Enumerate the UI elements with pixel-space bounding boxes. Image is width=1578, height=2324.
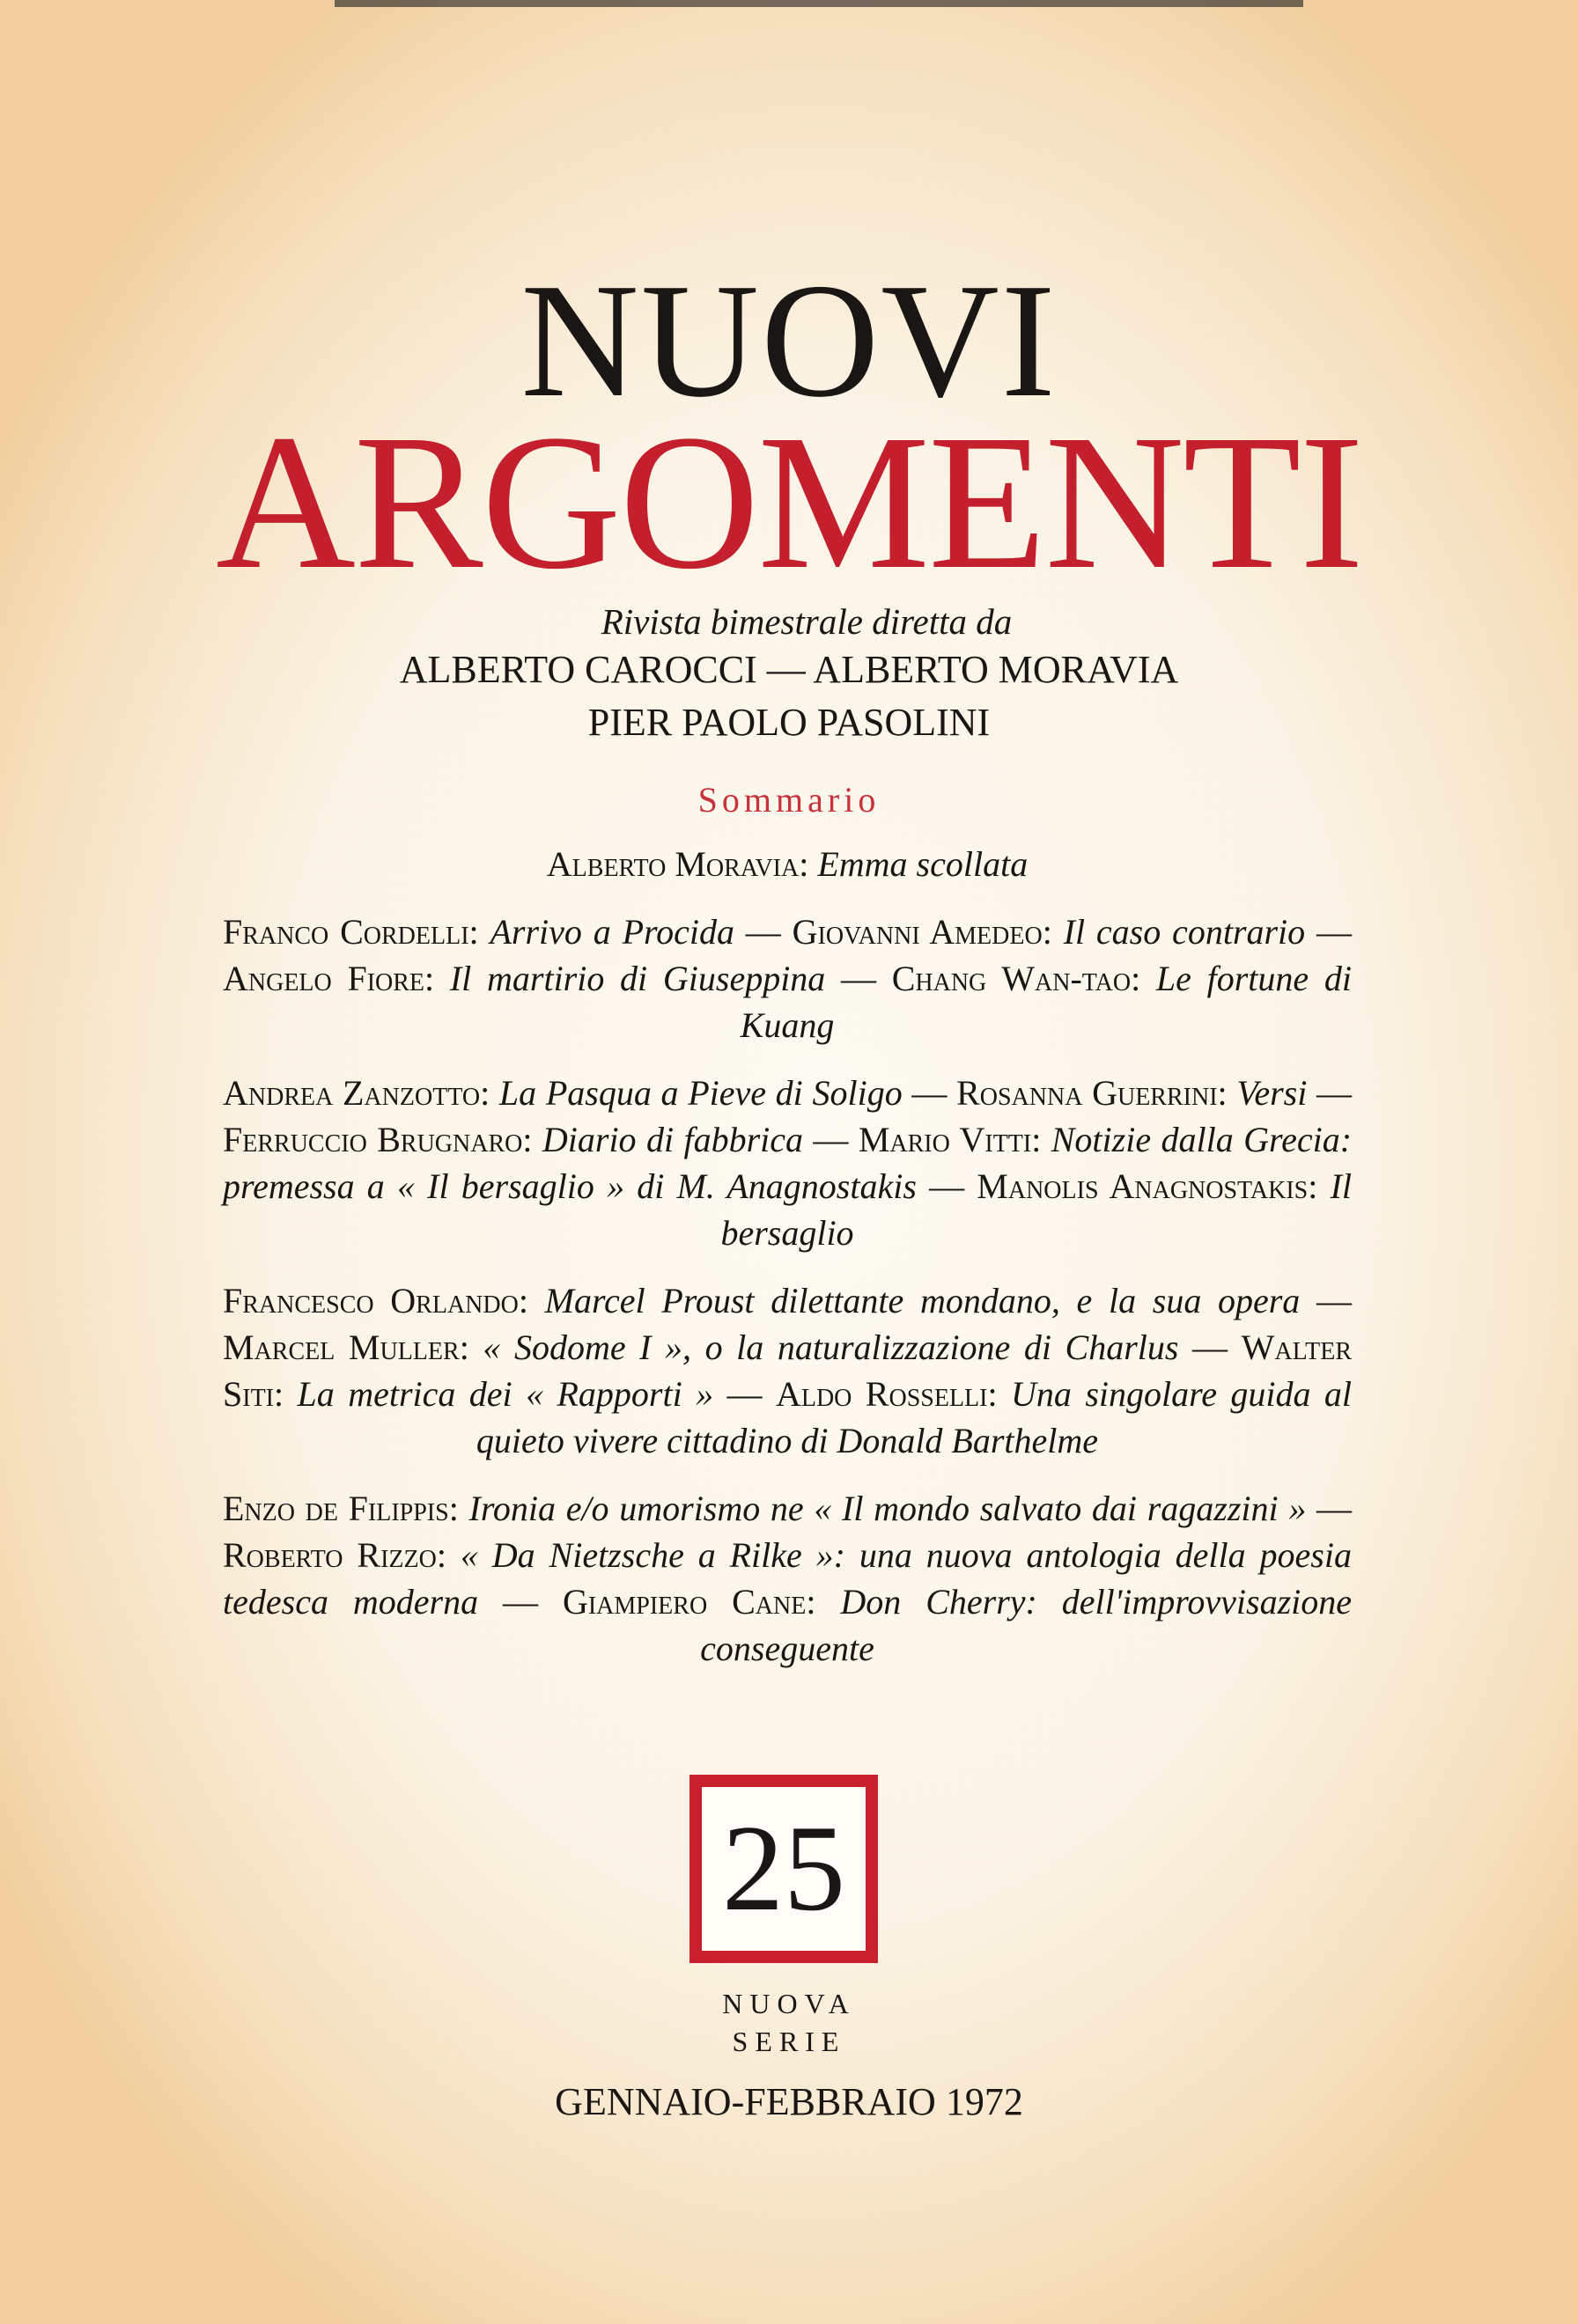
toc-title: « Da Nietzsche a Rilke »: una nuova antologia della poesia tedesca moderna bbox=[223, 1535, 1352, 1622]
toc-title: Diario di fabbrica bbox=[542, 1120, 804, 1159]
toc-title: Emma scollata bbox=[817, 844, 1029, 884]
toc-author: Franco Cordelli bbox=[223, 912, 469, 952]
toc-author: Alberto Moravia bbox=[546, 844, 800, 884]
toc-title: La Pasqua a Pieve di Soligo bbox=[498, 1073, 903, 1113]
toc-author: Manolis Anagnostakis bbox=[977, 1166, 1309, 1206]
toc-author: Mario Vitti bbox=[858, 1120, 1032, 1159]
toc-title: La metrica dei « Rapporti » bbox=[297, 1374, 714, 1414]
toc-title: Versi bbox=[1236, 1073, 1308, 1113]
subtitle: Rivista bimestrale diretta da bbox=[601, 601, 1013, 642]
toc-author: Walter Siti bbox=[223, 1327, 1353, 1414]
toc-author: Giampiero Cane bbox=[562, 1582, 807, 1622]
toc-author: Giovanni Amedeo bbox=[792, 912, 1043, 952]
toc-author: Ferruccio Brugnaro bbox=[223, 1120, 523, 1159]
toc-block: Andrea Zanzotto: La Pasqua a Pieve di Soligo — Rosanna Guerrini: Versi — Ferruccio Brugnaro: Diario di fabbrica — Mario Vitti: Notizie dalla Grecia: premessa a « Il bersaglio » di M. Anagnostakis — Manolis Anagnostakis: Il bersaglio bbox=[223, 1073, 1353, 1253]
toc-title: Le fortune di Kuang bbox=[740, 959, 1352, 1045]
issue-number-box bbox=[689, 1775, 878, 1963]
toc-author: Rosanna Guerrini bbox=[956, 1073, 1218, 1113]
masthead-nuovi: NUOVI bbox=[520, 250, 1058, 431]
toc-title: Il martirio di Giuseppina bbox=[449, 959, 826, 998]
toc-title: Una singolare guida al quieto vivere cittadino di Donald Barthelme bbox=[476, 1374, 1352, 1460]
toc-block: Franco Cordelli: Arrivo a Procida — Giovanni Amedeo: Il caso contrario — Angelo Fiore: Il martirio di Giuseppina — Chang Wan-tao: Le fortune di Kuang bbox=[223, 912, 1353, 1045]
toc-author: Francesco Orlando bbox=[223, 1281, 519, 1320]
toc-title: Don Cherry: dell'improvvisazione conseguente bbox=[700, 1582, 1352, 1668]
toc-author: Marcel Muller bbox=[223, 1327, 460, 1367]
toc-title: Marcel Proust dilettante mondano, e la sua opera bbox=[544, 1281, 1301, 1320]
cover-edge-shadow bbox=[335, 0, 1303, 7]
toc-title: Il bersaglio bbox=[720, 1166, 1352, 1253]
toc-block: Enzo de Filippis: Ironia e/o umorismo ne « Il mondo salvato dai ragazzini » — Roberto Rizzo: « Da Nietzsche a Rilke »: una nuova antologia della poesia tedesca moderna — Giampiero Cane: Don Cherry: dell'improvvisazione conseguente bbox=[223, 1489, 1353, 1668]
toc-block: Francesco Orlando: Marcel Proust dilettante mondano, e la sua opera — Marcel Muller: « Sodome I », o la naturalizzazione di Charlus — Walter Siti: La metrica dei « Rapporti » — Aldo Rosselli: Una singolare guida al quieto vivere cittadino di Donald Barthelme bbox=[223, 1281, 1353, 1460]
toc-author: Andrea Zanzotto bbox=[223, 1073, 481, 1113]
toc-title: « Sodome I », o la naturalizzazione di Charlus bbox=[483, 1327, 1179, 1367]
toc-title: Ironia e/o umorismo ne « Il mondo salvato dai ragazzini » bbox=[468, 1489, 1307, 1528]
toc-title: Il caso contrario bbox=[1063, 912, 1306, 952]
toc-title: Arrivo a Procida bbox=[490, 912, 734, 952]
directors-line-1: ALBERTO CAROCCI — ALBERTO MORAVIA bbox=[399, 648, 1179, 691]
toc-heading: Sommario bbox=[697, 780, 881, 820]
toc-title: Notizie dalla Grecia: premessa a « Il bersaglio » di M. Anagnostakis bbox=[223, 1120, 1353, 1206]
series-line-2: SERIE bbox=[732, 2026, 846, 2057]
toc-author: Roberto Rizzo bbox=[223, 1535, 437, 1575]
toc-author: Angelo Fiore bbox=[223, 959, 425, 998]
toc-block: Alberto Moravia: Emma scollata bbox=[546, 844, 1029, 884]
toc-author: Aldo Rosselli bbox=[775, 1374, 988, 1414]
toc-author: Enzo de Filippis bbox=[223, 1489, 449, 1528]
series-line-1: NUOVA bbox=[722, 1988, 856, 2019]
directors-line-2: PIER PAOLO PASOLINI bbox=[587, 701, 991, 744]
masthead-argomenti: ARGOMENTI bbox=[216, 394, 1362, 609]
issue-number: 25 bbox=[722, 1800, 845, 1937]
toc-author: Chang Wan-tao bbox=[891, 959, 1132, 998]
issue-date: GENNAIO-FEBBRAIO 1972 bbox=[555, 2080, 1023, 2123]
table-of-contents bbox=[223, 841, 1352, 1693]
